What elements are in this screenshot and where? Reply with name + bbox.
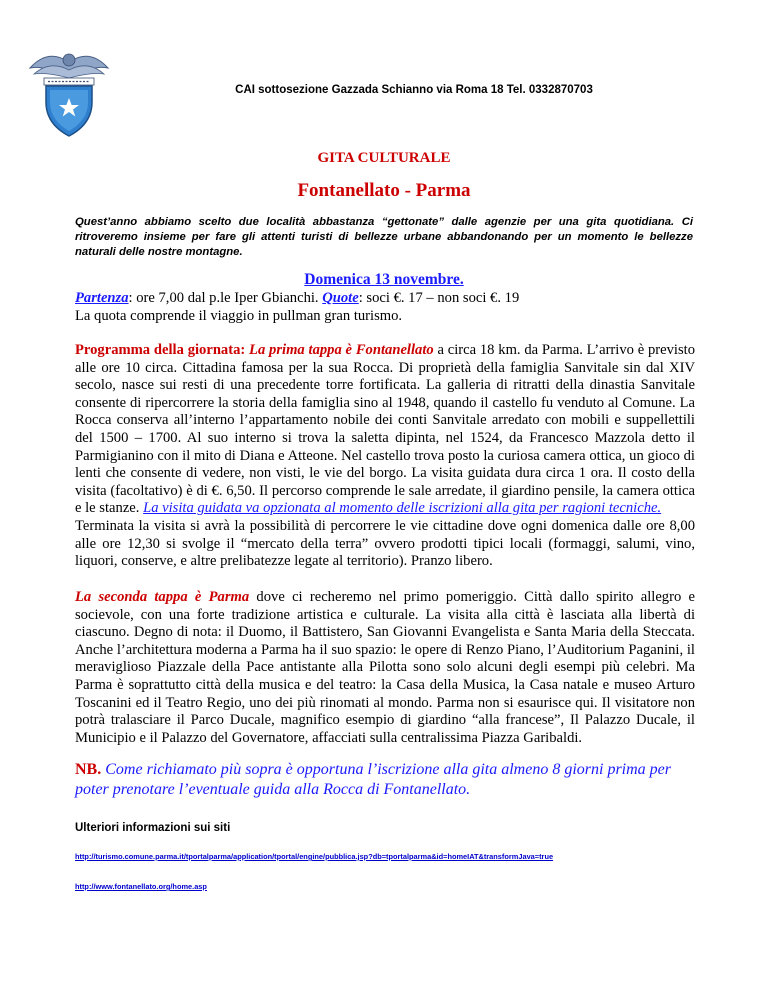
trip-kicker: GITA CULTURALE [317,150,451,166]
departure-block [75,290,695,325]
departure-text: : ore 7,00 dal p.le Iper Gbianchi. [128,290,323,306]
second-stop-paragraph [75,589,695,747]
nb-note [75,760,695,800]
header-contact-line: CAI sottosezione Gazzada Schianno via Roma 18 Tel. 0332870703 [235,84,593,96]
first-stop-label: La prima tappa è Fontanellato [249,342,434,358]
second-stop-label: La seconda tappa è Parma [75,589,250,605]
fee-text: : soci €. 17 – non soci €. 19 [358,290,520,306]
programma-text: a circa 18 km. da Parma. L’arrivo è previsto alle ore 10 circa. Cittadina famosa per la sua Rocca. Di proprietà della famiglia Sanvitale sin dal XIV secolo, nasce sui resti di una precedente torre fortificata. La galleria di ritratti della dinastia Sanvitale consente di ripercorrere la storia della famiglia sino al 1948, quando il castello fu venduto al Comune. La Rocca conserva all’interno l’appartamento nobile dei conti Sanvitale arredato con mobili e suppellettili del 1500 – 1700. Al suo interno si trova la saletta dipinta, nel 1524, da Francesco Mazzola detto il Parmigianino con il mito di Diana e Atteone. Nel castello trova posto la curiosa camera ottica, un gioco di lenti che consente di vedere, non visti, le vie del borgo. La visita guidata dura circa 1 ora. Il costo della visita (facoltativo) è di €. 6,50. Il percorso comprende le sale arredate, il giardino pensile, la camera ottica e le stanze. [75,342,696,517]
more-info-heading: Ulteriori informazioni sui siti [75,822,231,834]
programma-label: Programma della giornata: [75,342,250,358]
intro-paragraph: Quest’anno abbiamo scelto due località abbastanza “gettonate” dalle agenzie per una gita quotidiana. Ci ritroveremo insieme per fare gli attenti turisti di bellezze urbane abbandonando per un momento le bellezze naturali delle nostre montagne. [75,216,693,258]
page-title: Fontanellato - Parma [297,180,471,201]
fee-label: Quote [322,290,359,306]
fontanellato-link[interactable]: http://www.fontanellato.org/home.asp [75,882,207,891]
includes-text: La quota comprende il viaggio in pullman gran turismo. [75,307,403,324]
programma-after-text: Terminata la visita si avrà la possibilità di percorrere le vie cittadine dove ogni domenica dalle ore 8,00 alle ore 12,30 si svolge il “mercato della terra” ovvero prodotti tipici locali (formaggi, salumi, vino, liquori, conserve, e altre prelibatezze legate al territorio). Pranzo libero. [75,517,695,570]
guided-visit-note: La visita guidata va opzionata al momento delle iscrizioni alla gita per ragioni tecniche. [143,500,662,517]
departure-label: Partenza [75,290,129,306]
second-stop-text: dove ci recheremo nel primo pomeriggio. Città dallo spirito allegro e socievole, con una forte tradizione artistica e culturale. La visita alla città è lasciata alla libertà di ciascuno. Degno di nota: il Duomo, il Battistero, San Giovanni Evangelista e Santa Maria della Steccata. Anche l’architettura moderna a Parma ha il suo spazio: le opere di Renzo Piano, l’Auditorium Paganini, il meraviglioso Piazzale della Pace antistante alla Pilotta sono solo alcuni degli esempi più celebri. Ma Parma è soprattutto città della musica e del teatro: la Casa della Musica, la Casa natale e museo Arturo Toscanini ed il Teatro Regio, uno dei più rinomati al mondo. Parma non si esaurisce qui. Il visitatore non potrà tralasciare il Parco Ducale, magnifico esempio di giardino “alla francese”, Il Palazzo Ducale, il Municipio e il Palazzo del Governatore, affacciati sulla centralissima Piazza Garibaldi. [75,589,695,746]
parma-tourism-link[interactable]: http://turismo.comune.parma.it/tportalparma/application/tportal/engine/pubblica.jsp?db=tportalparma&id=homeIAT&transformJava=true [75,852,554,861]
nb-text: Come richiamato più sopra è opportuna l’iscrizione alla gita almeno 8 giorni prima per poter prenotare l’eventuale guida alla Rocca di Fontanellato. [75,761,671,798]
nb-label: NB. [75,761,102,778]
programma-paragraph [75,342,695,571]
trip-date: Domenica 13 novembre. [304,271,464,288]
